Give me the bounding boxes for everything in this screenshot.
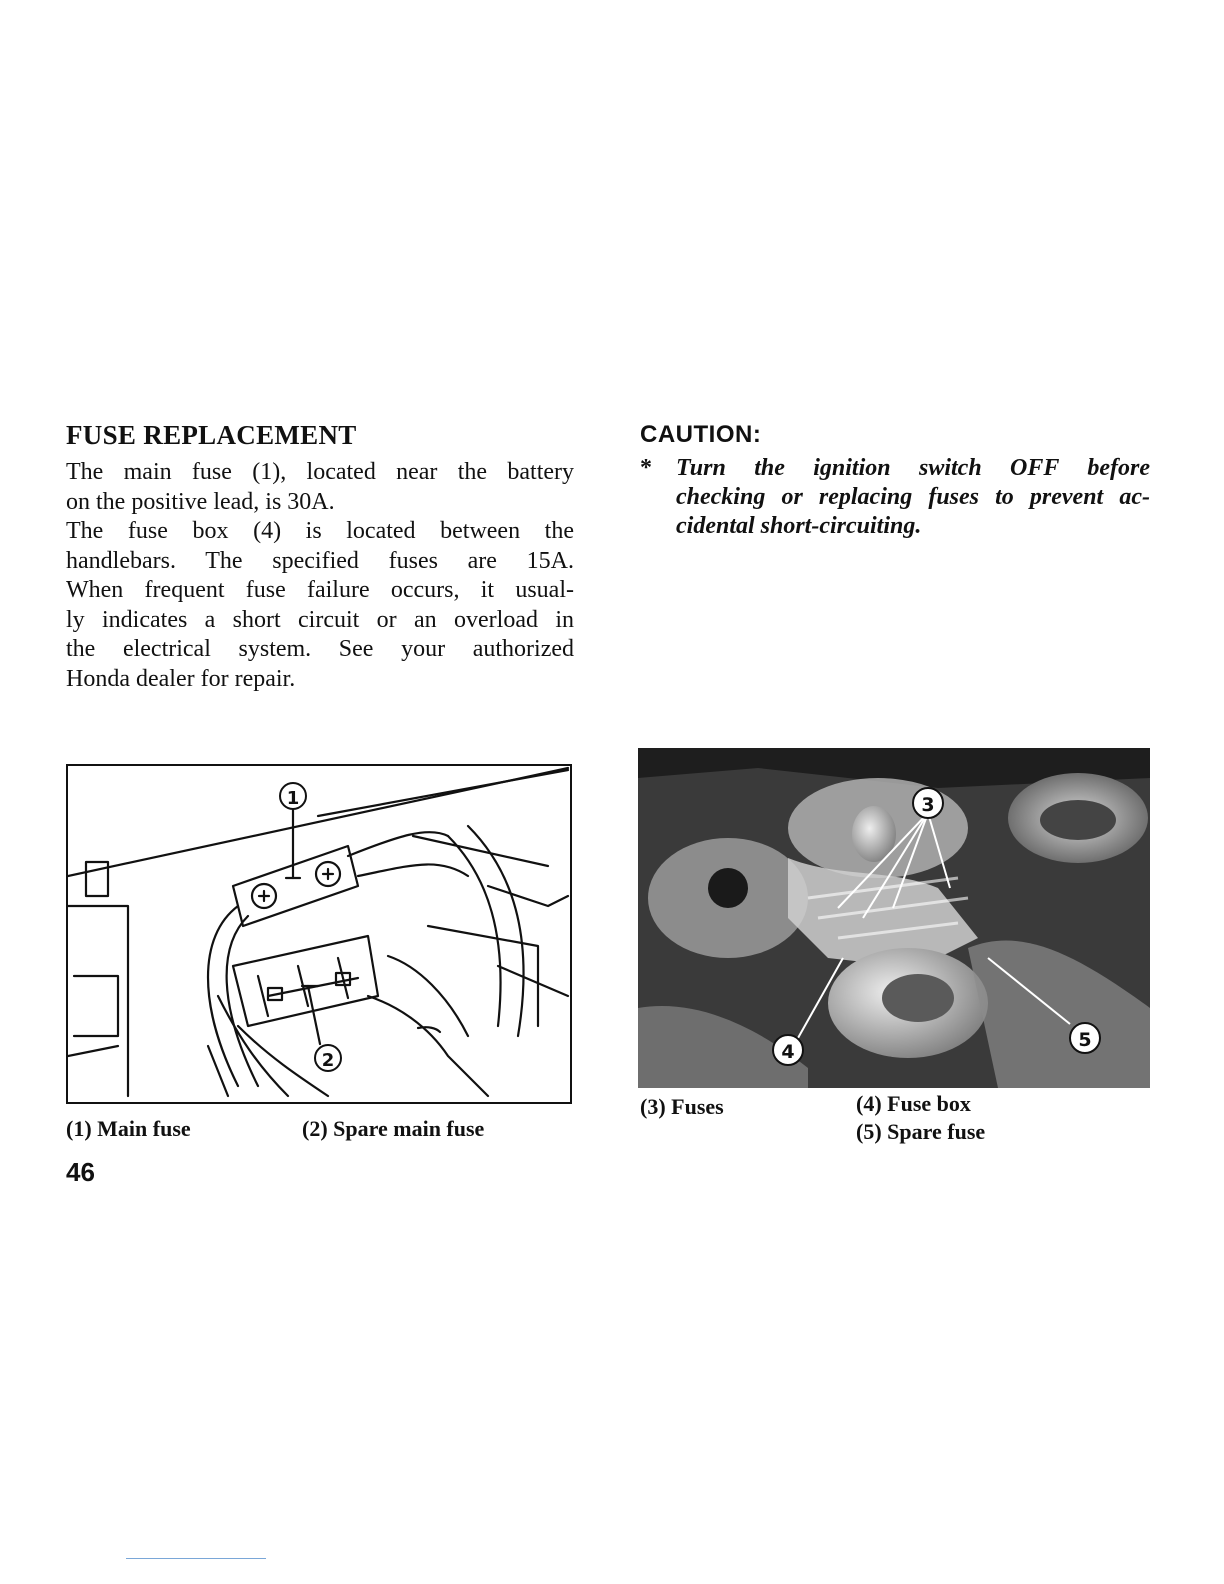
callout-1-label: 1: [286, 788, 300, 809]
callout-5-label: 5: [1078, 1029, 1092, 1051]
caption-spare-main-fuse: (2) Spare main fuse: [302, 1116, 485, 1141]
caption-spare-fuse: (5) Spare fuse: [856, 1119, 986, 1144]
paragraph-line: on the positive lead, is 30A.: [66, 488, 335, 515]
paragraph-line: The main fuse (1), located near the battery: [66, 459, 574, 485]
caution-line: checking or replacing fuses to prevent ac-: [676, 484, 1150, 510]
body-paragraph: [66, 458, 574, 694]
callout-2-label: 2: [321, 1050, 335, 1071]
page-number: 46: [66, 1157, 95, 1187]
caption-fuse-box: (4) Fuse box: [856, 1091, 971, 1116]
main-fuse-illustration: [66, 764, 572, 1104]
fuse-box-photo-drawing: [638, 748, 1150, 1088]
paragraph-line: Honda dealer for repair.: [66, 665, 296, 692]
main-fuse-drawing: [68, 766, 570, 1102]
callout-3-label: 3: [921, 794, 935, 816]
paragraph-line: ly indicates a short circuit or an overload in: [66, 606, 574, 633]
caption-main-fuse: (1) Main fuse: [66, 1116, 191, 1141]
caution-body: [640, 454, 1150, 541]
callout-markers: [280, 783, 341, 1071]
caution-line: cidental short-circuiting.: [676, 513, 922, 539]
section-heading: FUSE REPLACEMENT: [66, 420, 357, 450]
caption-fuses: (3) Fuses: [640, 1094, 724, 1119]
paragraph-line: The fuse box (4) is located between the: [66, 518, 574, 544]
fuse-box-photo: [638, 748, 1150, 1088]
paragraph-line: handlebars. The specified fuses are 15A.: [66, 547, 574, 574]
callout-4-label: 4: [781, 1041, 795, 1063]
caution-line: Turn the ignition switch OFF before: [676, 455, 1150, 481]
paragraph-line: the electrical system. See your authorized: [66, 636, 574, 662]
paragraph-line: When frequent fuse failure occurs, it usual-: [66, 577, 574, 603]
caution-title: CAUTION:: [640, 421, 762, 448]
footer-rule: [126, 1558, 266, 1559]
bullet-marker: *: [640, 455, 652, 481]
